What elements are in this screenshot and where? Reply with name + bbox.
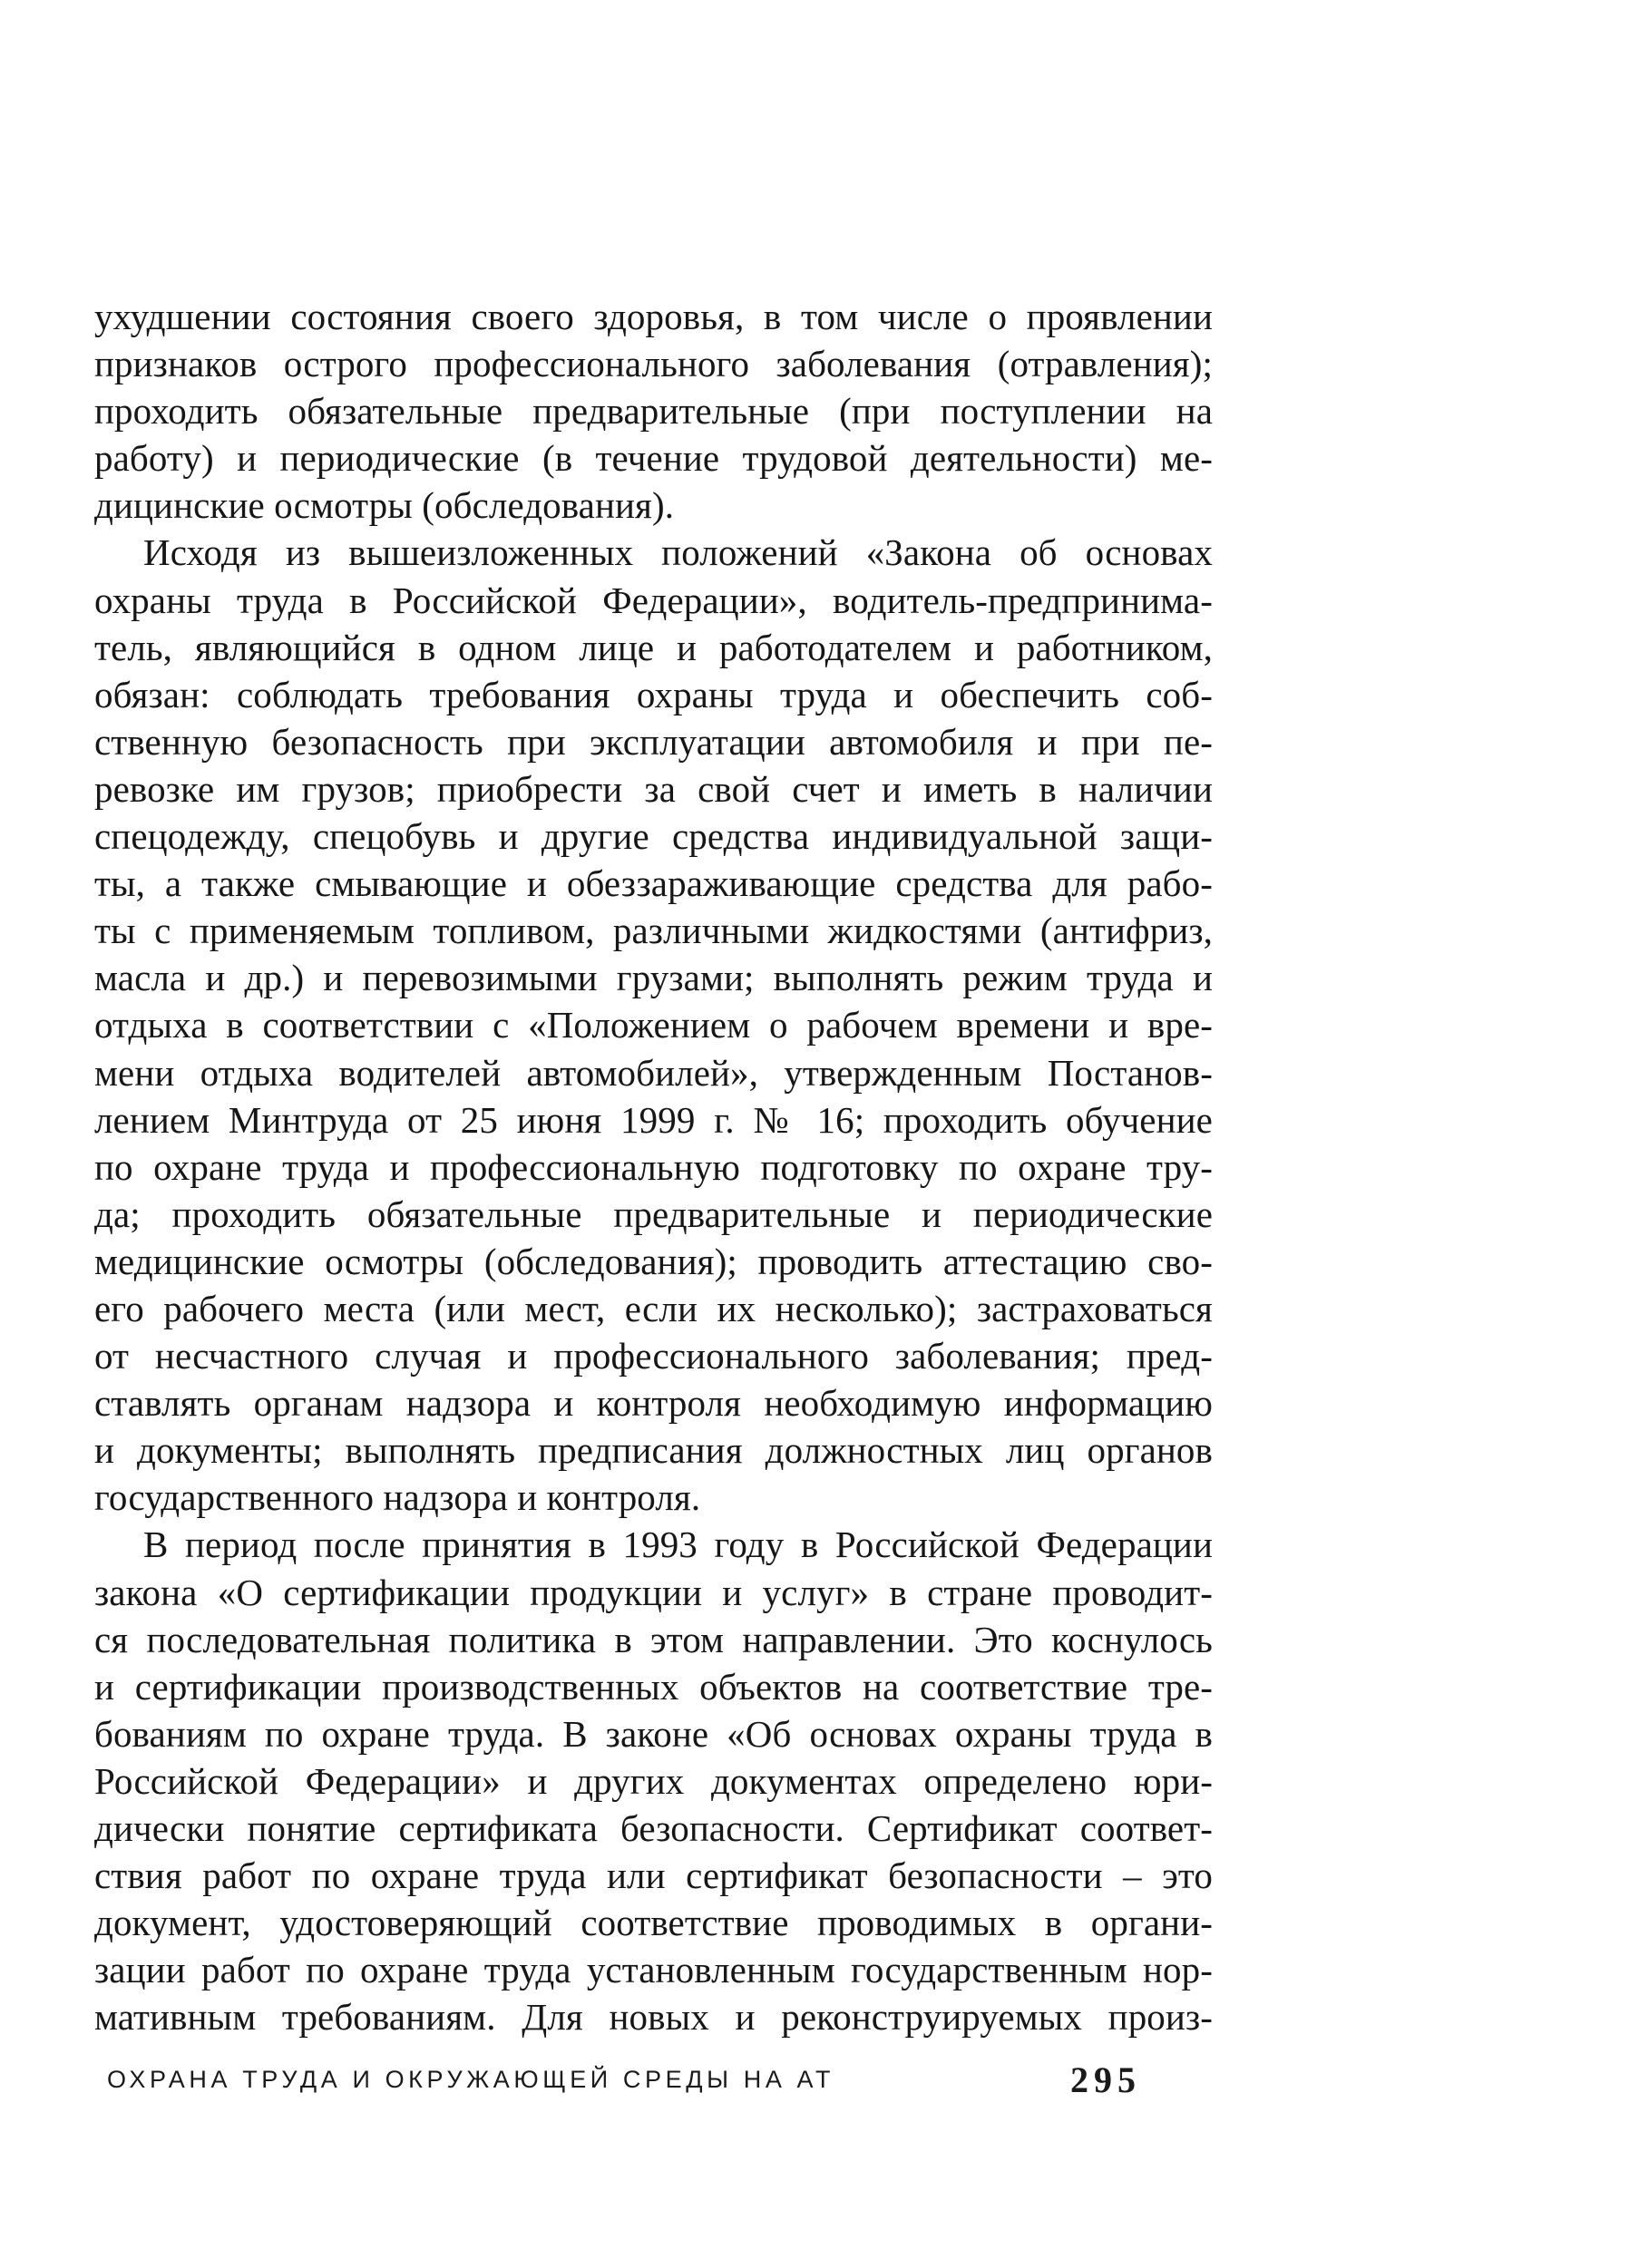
- text-line: Российской Федерации» и других документах определено юри-: [94, 1759, 1213, 1802]
- text-line: ся последовательная политика в этом направлении. Это коснулось: [94, 1618, 1213, 1660]
- text-line: ревозке им грузов; приобрести за свой счет и иметь в наличии: [94, 767, 1213, 810]
- text-line: да; проходить обязательные предварительные и периодические: [94, 1192, 1213, 1235]
- text-line: ты, а также смывающие и обеззараживающие средства для рабо-: [94, 862, 1213, 905]
- text-line: медицинские осмотры (обследования); проводить аттестацию сво-: [94, 1240, 1213, 1282]
- text-line: тель, являющийся в одном лице и работодателем и работником,: [94, 626, 1213, 668]
- text-line: зации работ по охране труда установленным государственным нор-: [94, 1949, 1213, 1991]
- text-line: и сертификации производственных объектов на соответствие тре-: [94, 1665, 1213, 1708]
- text-line: закона «О сертификации продукции и услуг» в стране проводит-: [94, 1571, 1213, 1613]
- text-line: ухудшении состояния своего здоровья, в том числе о проявлении: [94, 296, 1213, 337]
- text-line: документ, удостоверяющий соответствие проводимых в органи-: [94, 1902, 1213, 1944]
- text-line: дически понятие сертификата безопасности. Сертификат соответ-: [94, 1807, 1213, 1849]
- paragraph-first-line: В период после принятия в 1993 году в Российской Федерации: [143, 1523, 1213, 1566]
- text-line: дицинские осмотры (обследования).: [94, 484, 675, 527]
- paragraph-first-line: Исходя из вышеизложенных положений «Закона об основах: [143, 531, 1213, 574]
- text-line: лением Минтруда от 25 июня 1999 г. № 16; проходить обучение: [94, 1098, 1213, 1141]
- body-text: [94, 293, 1213, 2040]
- text-line: обязан: соблюдать требования охраны труда и обеспечить соб-: [94, 673, 1213, 715]
- text-line: по охране труда и профессиональную подготовку по охране тру-: [94, 1145, 1213, 1188]
- page-footer: [107, 2059, 1159, 2104]
- text-line: охраны труда в Российской Федерации», водитель-предпринима-: [94, 579, 1213, 621]
- text-line: признаков острого профессионального заболевания (отравления);: [94, 343, 1213, 385]
- text-line: от несчастного случая и профессионального заболевания; пред-: [94, 1335, 1213, 1377]
- text-line: ственную безопасность при эксплуатации автомобиля и при пе-: [94, 720, 1213, 763]
- text-line: государственного надзора и контроля.: [94, 1476, 701, 1519]
- text-line: спецодежду, спецобувь и другие средства индивидуальной защи-: [94, 815, 1213, 858]
- running-title: ОХРАНА ТРУДА И ОКРУЖАЮЩЕЙ СРЕДЫ НА АТ: [107, 2066, 835, 2093]
- text-line: мативным требованиям. Для новых и реконструируемых произ-: [94, 1996, 1213, 2039]
- text-line: мени отдыха водителей автомобилей», утвержденным Постанов-: [94, 1051, 1213, 1094]
- text-line: ставлять органам надзора и контроля необходимую информацию: [94, 1382, 1213, 1425]
- text-line: бованиям по охране труда. В законе «Об основах охраны труда в: [94, 1712, 1213, 1755]
- text-line: его рабочего места (или мест, если их несколько); застраховаться: [94, 1287, 1213, 1329]
- text-line: ты с применяемым топливом, различными жидкостями (антифриз,: [94, 910, 1213, 952]
- text-line: ствия работ по охране труда или сертификат безопасности – это: [94, 1854, 1213, 1897]
- text-line: масла и др.) и перевозимыми грузами; выполнять режим труда и: [94, 957, 1213, 999]
- text-line: отдыха в соответствии с «Положением о рабочем времени и вре-: [94, 1004, 1213, 1046]
- text-line: работу) и периодические (в течение трудовой деятельности) ме-: [94, 437, 1213, 480]
- page-number: 295: [1070, 2059, 1141, 2100]
- text-line: и документы; выполнять предписания должностных лиц органов: [94, 1429, 1213, 1472]
- text-line: проходить обязательные предварительные (при поступлении на: [94, 390, 1213, 433]
